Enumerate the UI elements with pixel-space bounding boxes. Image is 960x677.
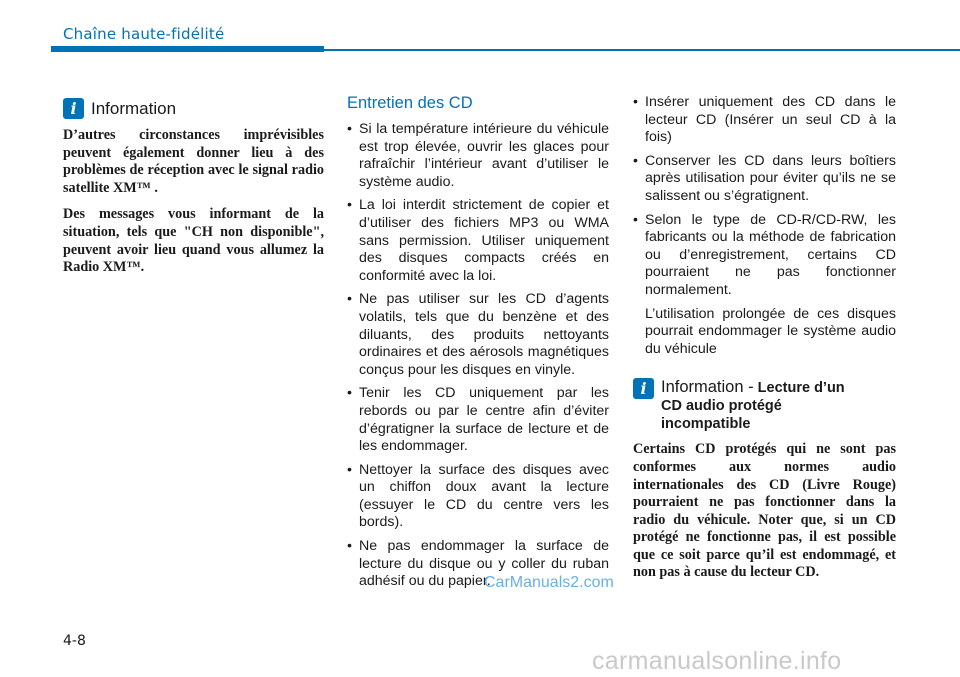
info-box-1-paragraph-1: D’autres circonstances imprévisibles peuvent également donner lieu à des problèmes de réception avec le signal radio satellite XM™ . <box>63 127 324 196</box>
cd-care-list <box>347 121 609 591</box>
info-icon: i <box>63 98 84 119</box>
info-box-2-title-line-3: incompatible <box>661 416 751 433</box>
list-item: • La loi interdit strictement de copier et d’utiliser des fichiers MP3 ou WMA sans permission. Utiliser uniquement des disques compacts créés en conformité avec la loi. <box>347 197 609 285</box>
watermark-bottom: carmanualsonline.info <box>592 647 842 675</box>
column-right <box>633 94 896 591</box>
watermark-center: CarManuals2.com <box>484 574 614 591</box>
info-box-2-title-line-2: CD audio protégé <box>661 398 782 415</box>
list-item: • Tenir les CD uniquement par les rebords ou par le centre afin d’éviter d’égratigner la surface de lecture et de les endommager. <box>347 385 609 455</box>
info-box-2-title-line-1: Lecture d’un <box>757 380 845 397</box>
info-box-2-title <box>661 378 845 433</box>
list-item: • Nettoyer la surface des disques avec un chiffon doux avant la lecture (essuyer le CD du centre vers les bords). <box>347 462 609 532</box>
header-rule-thin <box>324 49 960 51</box>
info-box-2-title-lead: Information - <box>661 378 754 397</box>
page-number: 4-8 <box>63 633 86 649</box>
list-item: • Selon le type de CD-R/CD-RW, les fabricants ou la méthode de fabrication ou d’enregistrement, certains CD pourraient ne pas fonctionner normalement. <box>633 212 896 300</box>
list-item: • Ne pas utiliser sur les CD d’agents volatils, tels que du benzène et des diluants, des produits nettoyants ordinaires et des aérosols magnétiques conçus pour les disques en vinyle. <box>347 291 609 379</box>
column-left <box>63 98 324 286</box>
header-rule-thick <box>51 46 324 52</box>
info-box-1-header <box>63 98 324 119</box>
info-box-2-paragraph: Certains CD protégés qui ne sont pas conformes aux normes audio internationales des CD (Livre Rouge) pourraient ne pas fonctionner dans la radio du véhicule. Noter que, si un CD protégé ne fonctionne pas, il est possible que ce soit parce qu’il est endommagé, et non pas à cause du lecteur CD. <box>633 441 896 581</box>
cd-care-list-continued <box>633 94 896 300</box>
info-icon: i <box>633 378 654 399</box>
list-item: • Insérer uniquement des CD dans le lecteur CD (Insérer un seul CD à la fois) <box>633 94 896 147</box>
info-box-1-paragraph-2: Des messages vous informant de la situation, tels que "CH non disponible", peuvent avoir lieu quand vous allumez la Radio XM™. <box>63 206 324 276</box>
info-box-2-header <box>633 378 896 433</box>
header-title: Chaîne haute-fidélité <box>63 25 225 43</box>
section-title-cd-care: Entretien des CD <box>347 94 473 112</box>
info-box-1-title: Information <box>91 99 177 118</box>
cd-care-followup: L’utilisation prolongée de ces disques pourrait endommager le système audio du véhicule <box>645 305 896 357</box>
column-middle <box>347 94 609 597</box>
list-item: • Conserver les CD dans leurs boîtiers après utilisation pour éviter qu’ils ne se salissent ou s’égratignent. <box>633 153 896 206</box>
list-item: • Si la température intérieure du véhicule est trop élevée, ouvrir les glaces pour rafraîchir l’intérieur avant d’utiliser le système audio. <box>347 121 609 191</box>
list-item: • Ne pas endommager la surface de lecture du disque ou y coller du ruban adhésif ou du papier. <box>347 538 609 591</box>
